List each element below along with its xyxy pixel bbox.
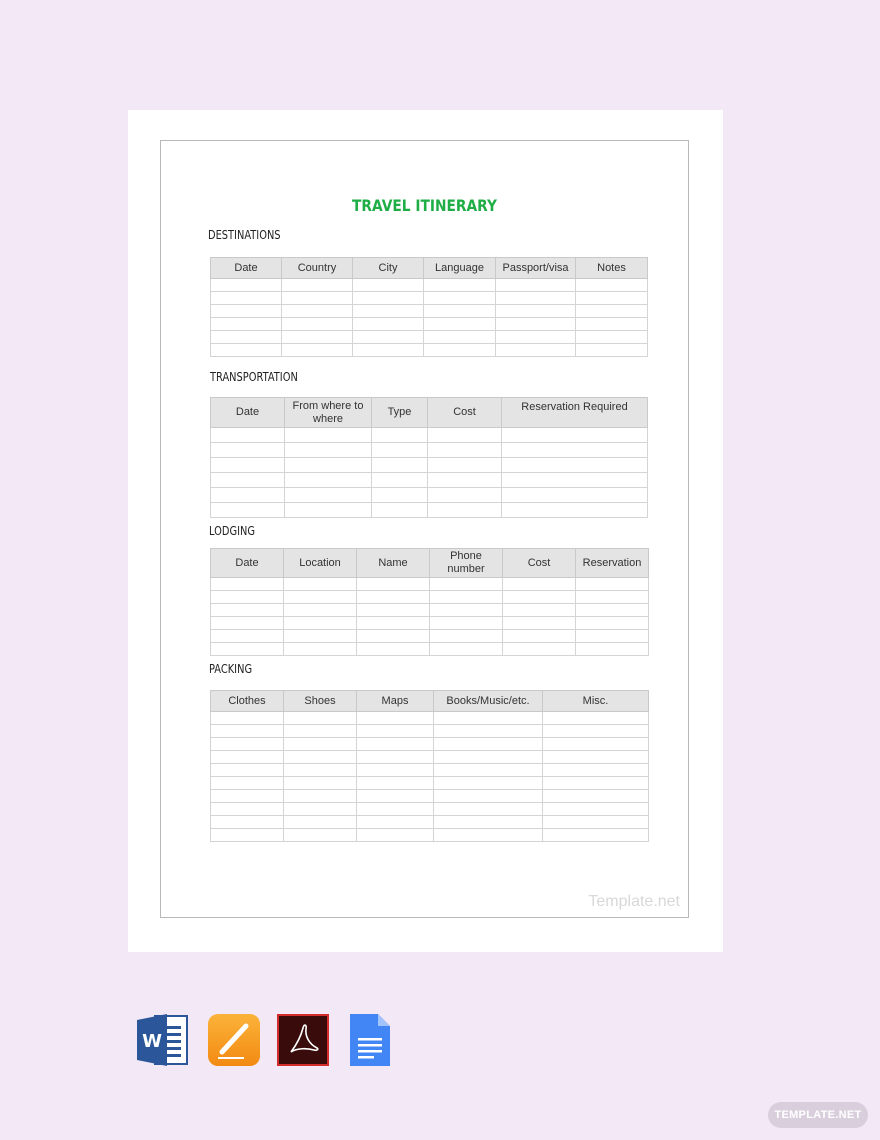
- table-cell[interactable]: [502, 443, 648, 458]
- table-cell[interactable]: [357, 803, 434, 816]
- table-cell[interactable]: [211, 488, 285, 503]
- document-preview: [128, 110, 723, 952]
- document-title: TRAVEL ITINERARY: [352, 196, 497, 215]
- header-language: Language: [424, 258, 496, 279]
- table-cell[interactable]: [282, 318, 353, 331]
- header-shoes: Shoes: [284, 691, 357, 712]
- table-cell[interactable]: [211, 764, 284, 777]
- header-passport-visa: Passport/visa: [496, 258, 576, 279]
- table-row: [211, 578, 649, 591]
- table-cell[interactable]: [502, 503, 648, 518]
- table-cell[interactable]: [211, 725, 284, 738]
- table-cell[interactable]: [424, 292, 496, 305]
- table-cell[interactable]: [428, 458, 502, 473]
- table-row: [211, 764, 649, 777]
- pages-icon[interactable]: [208, 1014, 260, 1066]
- table-row: [211, 428, 648, 443]
- table-row: [211, 503, 648, 518]
- table-cell[interactable]: [285, 428, 372, 443]
- table-cell[interactable]: [353, 305, 424, 318]
- table-cell[interactable]: [284, 764, 357, 777]
- table-cell[interactable]: [372, 488, 428, 503]
- table-cell[interactable]: [496, 318, 576, 331]
- table-cell[interactable]: [284, 777, 357, 790]
- table-cell[interactable]: [434, 712, 543, 725]
- table-cell[interactable]: [284, 751, 357, 764]
- table-row: [211, 777, 649, 790]
- table-row: [211, 344, 648, 357]
- table-row: [211, 458, 648, 473]
- table-row: [211, 816, 649, 829]
- transportation-title: TRANSPORTATION: [210, 370, 298, 384]
- table-cell[interactable]: [285, 473, 372, 488]
- table-cell[interactable]: [285, 458, 372, 473]
- table-cell[interactable]: [430, 578, 503, 591]
- table-cell[interactable]: [543, 816, 649, 829]
- table-row: [211, 790, 649, 803]
- table-row: [211, 829, 649, 842]
- table-cell[interactable]: [353, 344, 424, 357]
- table-cell[interactable]: [576, 344, 648, 357]
- table-cell[interactable]: [211, 790, 284, 803]
- watermark: Template.net: [588, 893, 680, 910]
- table-cell[interactable]: [503, 617, 576, 630]
- table-cell[interactable]: [496, 279, 576, 292]
- table-cell[interactable]: [211, 643, 284, 656]
- table-cell[interactable]: [282, 305, 353, 318]
- acrobat-pdf-icon[interactable]: [277, 1014, 329, 1066]
- template-net-badge[interactable]: TEMPLATE.NET: [768, 1102, 868, 1128]
- table-cell[interactable]: [503, 604, 576, 617]
- table-cell[interactable]: [211, 829, 284, 842]
- table-cell[interactable]: [430, 617, 503, 630]
- table-cell[interactable]: [211, 712, 284, 725]
- table-cell[interactable]: [211, 503, 285, 518]
- table-cell[interactable]: [502, 458, 648, 473]
- table-cell[interactable]: [211, 604, 284, 617]
- table-cell[interactable]: [211, 473, 285, 488]
- table-cell[interactable]: [211, 318, 282, 331]
- table-row: [211, 443, 648, 458]
- header-cost: Cost: [428, 398, 502, 428]
- table-cell[interactable]: [357, 764, 434, 777]
- table-cell[interactable]: [576, 305, 648, 318]
- table-row: [211, 292, 648, 305]
- table-cell[interactable]: [284, 725, 357, 738]
- table-cell[interactable]: [285, 503, 372, 518]
- table-cell[interactable]: [372, 503, 428, 518]
- table-cell[interactable]: [576, 279, 648, 292]
- table-cell[interactable]: [284, 738, 357, 751]
- table-cell[interactable]: [353, 279, 424, 292]
- header-notes: Notes: [576, 258, 648, 279]
- table-cell[interactable]: [211, 292, 282, 305]
- table-cell[interactable]: [434, 829, 543, 842]
- table-cell[interactable]: [357, 643, 430, 656]
- word-letter: W: [142, 1031, 162, 1052]
- table-cell[interactable]: [357, 829, 434, 842]
- table-cell[interactable]: [430, 604, 503, 617]
- table-cell[interactable]: [543, 725, 649, 738]
- table-cell[interactable]: [576, 331, 648, 344]
- table-row: [211, 591, 649, 604]
- destinations-rows: [211, 279, 648, 357]
- table-cell[interactable]: [434, 777, 543, 790]
- table-cell[interactable]: [502, 473, 648, 488]
- header-city: City: [353, 258, 424, 279]
- table-cell[interactable]: [576, 292, 648, 305]
- table-cell[interactable]: [428, 488, 502, 503]
- table-cell[interactable]: [428, 428, 502, 443]
- table-cell[interactable]: [576, 318, 648, 331]
- table-cell[interactable]: [372, 473, 428, 488]
- table-cell[interactable]: [372, 443, 428, 458]
- table-cell[interactable]: [503, 643, 576, 656]
- table-cell[interactable]: [576, 591, 649, 604]
- header-date: Date: [211, 258, 282, 279]
- table-cell[interactable]: [543, 751, 649, 764]
- table-cell[interactable]: [357, 816, 434, 829]
- table-cell[interactable]: [434, 816, 543, 829]
- table-cell[interactable]: [357, 604, 430, 617]
- table-cell[interactable]: [502, 488, 648, 503]
- table-cell[interactable]: [211, 777, 284, 790]
- table-cell[interactable]: [211, 428, 285, 443]
- table-cell[interactable]: [282, 331, 353, 344]
- table-cell[interactable]: [428, 443, 502, 458]
- table-cell[interactable]: [284, 829, 357, 842]
- header-date: Date: [211, 398, 285, 428]
- table-cell[interactable]: [430, 591, 503, 604]
- table-cell[interactable]: [284, 803, 357, 816]
- header-books-music-etc: Books/Music/etc.: [434, 691, 543, 712]
- table-row: [211, 488, 648, 503]
- table-cell[interactable]: [284, 630, 357, 643]
- table-cell[interactable]: [503, 630, 576, 643]
- table-row: [211, 725, 649, 738]
- header-cost: Cost: [503, 549, 576, 578]
- transportation-rows: [211, 428, 648, 518]
- table-cell[interactable]: [543, 712, 649, 725]
- header-location: Location: [284, 549, 357, 578]
- table-row: [211, 738, 649, 751]
- header-type: Type: [372, 398, 428, 428]
- table-cell[interactable]: [211, 331, 282, 344]
- table-cell[interactable]: [428, 473, 502, 488]
- table-cell[interactable]: [282, 292, 353, 305]
- table-cell[interactable]: [282, 279, 353, 292]
- table-row: [211, 279, 648, 292]
- header-date: Date: [211, 549, 284, 578]
- table-cell[interactable]: [576, 630, 649, 643]
- table-cell[interactable]: [284, 643, 357, 656]
- table-cell[interactable]: [285, 488, 372, 503]
- page-border: [160, 140, 689, 918]
- table-cell[interactable]: [211, 458, 285, 473]
- table-cell[interactable]: [284, 604, 357, 617]
- table-cell[interactable]: [284, 816, 357, 829]
- table-cell[interactable]: [424, 318, 496, 331]
- table-cell[interactable]: [372, 458, 428, 473]
- table-cell[interactable]: [543, 790, 649, 803]
- table-cell[interactable]: [211, 591, 284, 604]
- table-cell[interactable]: [430, 630, 503, 643]
- table-cell[interactable]: [211, 617, 284, 630]
- table-row: [211, 630, 649, 643]
- google-docs-icon[interactable]: [348, 1014, 400, 1066]
- table-cell[interactable]: [424, 305, 496, 318]
- table-cell[interactable]: [211, 803, 284, 816]
- table-cell[interactable]: [543, 777, 649, 790]
- header-reservation-required: Reservation Required: [502, 398, 648, 428]
- table-cell[interactable]: [357, 591, 430, 604]
- table-row: [211, 643, 649, 656]
- table-cell[interactable]: [284, 617, 357, 630]
- transportation-table: [210, 397, 648, 518]
- table-row: [211, 751, 649, 764]
- table-cell[interactable]: [543, 829, 649, 842]
- table-cell[interactable]: [211, 751, 284, 764]
- header-phone-number: Phone number: [430, 549, 503, 578]
- header-country: Country: [282, 258, 353, 279]
- table-cell[interactable]: [496, 331, 576, 344]
- table-cell[interactable]: [357, 725, 434, 738]
- table-row: [211, 331, 648, 344]
- table-cell[interactable]: [357, 630, 430, 643]
- table-cell[interactable]: [284, 712, 357, 725]
- table-cell[interactable]: [430, 643, 503, 656]
- table-cell[interactable]: [543, 738, 649, 751]
- table-cell[interactable]: [576, 578, 649, 591]
- table-cell[interactable]: [211, 443, 285, 458]
- table-row: [211, 318, 648, 331]
- packing-table: [210, 690, 649, 842]
- table-cell[interactable]: [285, 443, 372, 458]
- table-cell[interactable]: [496, 305, 576, 318]
- header-name: Name: [357, 549, 430, 578]
- destinations-table: [210, 257, 648, 357]
- table-cell[interactable]: [496, 344, 576, 357]
- table-cell[interactable]: [576, 643, 649, 656]
- table-cell[interactable]: [503, 591, 576, 604]
- table-cell[interactable]: [211, 344, 282, 357]
- table-cell[interactable]: [357, 712, 434, 725]
- table-cell[interactable]: [357, 578, 430, 591]
- table-cell[interactable]: [424, 279, 496, 292]
- header-from-where-to-where: From where to where: [285, 398, 372, 428]
- table-cell[interactable]: [576, 617, 649, 630]
- table-cell[interactable]: [353, 292, 424, 305]
- table-cell[interactable]: [434, 738, 543, 751]
- lodging-rows: [211, 578, 649, 656]
- table-cell[interactable]: [372, 428, 428, 443]
- table-cell[interactable]: [284, 591, 357, 604]
- table-row: [211, 803, 649, 816]
- table-row: [211, 305, 648, 318]
- table-cell[interactable]: [284, 790, 357, 803]
- table-cell[interactable]: [282, 344, 353, 357]
- table-cell[interactable]: [434, 725, 543, 738]
- table-cell[interactable]: [357, 738, 434, 751]
- table-cell[interactable]: [357, 790, 434, 803]
- table-cell[interactable]: [211, 279, 282, 292]
- table-row: [211, 617, 649, 630]
- packing-title: PACKING: [209, 662, 253, 676]
- header-reservation: Reservation: [576, 549, 649, 578]
- table-cell[interactable]: [543, 803, 649, 816]
- table-cell[interactable]: [353, 331, 424, 344]
- lodging-title: LODGING: [209, 524, 255, 538]
- table-cell[interactable]: [503, 578, 576, 591]
- header-maps: Maps: [357, 691, 434, 712]
- table-cell[interactable]: [424, 344, 496, 357]
- table-cell[interactable]: [211, 630, 284, 643]
- table-cell[interactable]: [211, 578, 284, 591]
- table-row: [211, 712, 649, 725]
- header-clothes: Clothes: [211, 691, 284, 712]
- word-icon[interactable]: [137, 1014, 189, 1066]
- table-row: [211, 604, 649, 617]
- table-cell[interactable]: [576, 604, 649, 617]
- table-cell[interactable]: [211, 738, 284, 751]
- table-cell[interactable]: [211, 816, 284, 829]
- table-cell[interactable]: [434, 751, 543, 764]
- packing-rows: [211, 712, 649, 842]
- table-cell[interactable]: [357, 777, 434, 790]
- table-cell[interactable]: [211, 305, 282, 318]
- table-cell[interactable]: [357, 751, 434, 764]
- lodging-table: [210, 548, 649, 656]
- destinations-title: DESTINATIONS: [208, 228, 281, 242]
- table-cell[interactable]: [543, 764, 649, 777]
- table-cell[interactable]: [424, 331, 496, 344]
- header-misc: Misc.: [543, 691, 649, 712]
- table-cell[interactable]: [434, 803, 543, 816]
- table-cell[interactable]: [496, 292, 576, 305]
- table-cell[interactable]: [357, 617, 430, 630]
- table-cell[interactable]: [434, 790, 543, 803]
- table-cell[interactable]: [353, 318, 424, 331]
- table-cell[interactable]: [434, 764, 543, 777]
- table-cell[interactable]: [284, 578, 357, 591]
- table-cell[interactable]: [502, 428, 648, 443]
- table-cell[interactable]: [428, 503, 502, 518]
- table-row: [211, 473, 648, 488]
